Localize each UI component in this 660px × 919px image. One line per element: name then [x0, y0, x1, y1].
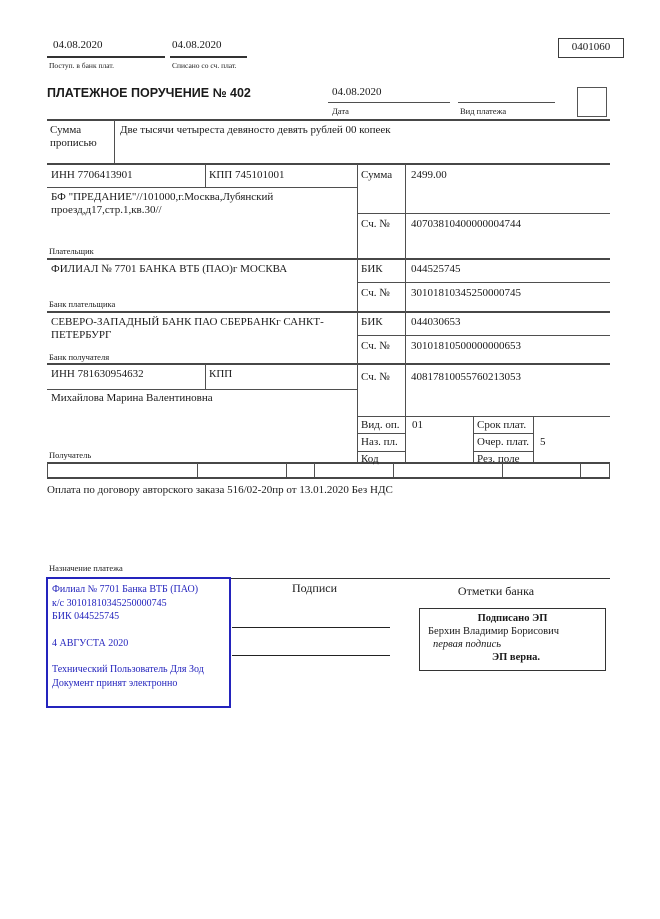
purpose-text: Оплата по договору авторского заказа 516/02-20пр от 13.01.2020 Без НДС — [47, 484, 393, 496]
table-line — [47, 187, 357, 188]
esign-title: Подписано ЭП — [477, 613, 548, 624]
debited-date: 04.08.2020 — [172, 39, 222, 51]
table-border-line — [47, 363, 610, 365]
bank-stamp — [46, 577, 231, 708]
extra-fields-cell-border — [286, 463, 287, 477]
table-line — [357, 282, 610, 283]
table-line — [473, 451, 533, 452]
doc-title: ПЛАТЕЖНОЕ ПОРУЧЕНИЕ № 402 — [47, 86, 251, 100]
received-date-label: Поступ. в банк плат. — [49, 61, 114, 70]
op-type-value: 01 — [412, 419, 423, 431]
extra-fields-cell-border — [609, 463, 610, 477]
payee-account-value: 40817810055760213053 — [411, 371, 521, 383]
received-date-underline — [47, 56, 165, 58]
payer-bank-name: ФИЛИАЛ № 7701 БАНКА ВТБ (ПАО)г МОСКВА — [51, 263, 288, 275]
payee-label: Получатель — [49, 450, 92, 460]
payer-bank-bik-label: БИК — [361, 263, 383, 275]
payee-account-label: Сч. № — [361, 371, 390, 383]
debited-date-label: Списано со сч. плат. — [172, 61, 237, 70]
payer-bank-label: Банк плательщика — [49, 299, 116, 309]
table-line — [357, 213, 610, 214]
amount-words-label: Сумма прописью — [50, 124, 97, 149]
payee-inn: ИНН 781630954632 — [51, 368, 144, 380]
payee-kpp-label: КПП — [209, 368, 233, 380]
payment-type-label: Вид платежа — [460, 106, 507, 116]
extra-fields-cell-border — [197, 463, 198, 477]
signatures-header: Подписи — [291, 581, 338, 595]
table-line — [533, 416, 534, 462]
table-line — [114, 120, 115, 163]
payee-bank-bik-value: 044030653 — [411, 316, 461, 328]
table-line — [47, 389, 357, 390]
payment-type-underline — [458, 102, 555, 103]
purpose-label: Назначение платежа — [49, 563, 123, 573]
stamp-line: Документ принят электронно — [52, 677, 178, 689]
payer-bank-account-value: 30101810345250000745 — [411, 287, 521, 299]
table-border-line — [47, 311, 610, 313]
extra-fields-cell-border — [580, 463, 581, 477]
form-code-box: 0401060 — [558, 38, 624, 58]
esign-box — [419, 608, 606, 671]
esign-valid: ЭП верна. — [492, 652, 541, 663]
op-type-label: Вид. оп. — [361, 419, 400, 431]
stamp-line: 4 АВГУСТА 2020 — [52, 637, 129, 649]
pay-term-label: Срок плат. — [477, 419, 527, 431]
doc-date: 04.08.2020 — [332, 86, 382, 98]
table-border-line — [47, 119, 610, 121]
table-line — [405, 164, 406, 462]
stamp-line: БИК 044525745 — [52, 611, 120, 622]
payer-name: БФ "ПРЕДАНИЕ"//101000,г.Москва,Лубянский проезд,д17,стр.1,кв.30// — [51, 191, 274, 216]
priority-value: 5 — [540, 436, 546, 448]
received-date: 04.08.2020 — [53, 39, 103, 51]
payer-account-value: 40703810400000004744 — [411, 218, 521, 230]
stamp-line: Филиал № 7701 Банка ВТБ (ПАО) — [52, 584, 199, 595]
table-line — [357, 335, 610, 336]
extra-fields-cell-border — [393, 463, 394, 477]
amount-words-value: Две тысячи четыреста девяносто девять рублей 00 копеек — [120, 124, 391, 136]
payer-account-label: Сч. № — [361, 218, 390, 230]
esign-name: Берхин Владимир Борисович — [428, 626, 559, 637]
bank-marks-header: Отметки банка — [457, 584, 535, 598]
sum-value: 2499.00 — [411, 169, 447, 181]
payee-bank-label: Банк получателя — [49, 352, 110, 362]
doc-date-underline — [328, 102, 450, 103]
table-border-line — [47, 477, 610, 479]
stamp-line: Технический Пользователь Для Зод — [52, 664, 204, 675]
table-border-line — [47, 163, 610, 165]
payee-bank-bik-label: БИК — [361, 316, 383, 328]
extra-fields-cell-border — [47, 463, 48, 477]
priority-label: Очер. плат. — [477, 436, 530, 448]
table-line — [357, 451, 405, 452]
pay-purpose-code-label: Наз. пл. — [361, 436, 398, 448]
table-line — [357, 416, 610, 417]
table-line — [357, 433, 405, 434]
payee-bank-account-value: 30101810500000000653 — [411, 340, 521, 352]
table-line — [205, 364, 206, 389]
reserve-label: Рез. поле — [477, 453, 520, 465]
payee-name: Михайлова Марина Валентиновна — [51, 392, 213, 404]
payer-kpp: КПП 745101001 — [209, 169, 285, 181]
signature-line — [232, 627, 390, 628]
payer-bank-account-label: Сч. № — [361, 287, 390, 299]
extra-fields-cell-border — [314, 463, 315, 477]
esign-subtitle: первая подпись — [433, 639, 502, 650]
payer-label: Плательщик — [49, 246, 94, 256]
table-line — [205, 164, 206, 187]
table-line — [473, 433, 533, 434]
stamp-line: к/с 30101810345250000745 — [52, 597, 167, 609]
payee-bank-account-label: Сч. № — [361, 340, 390, 352]
payer-bank-bik-value: 044525745 — [411, 263, 461, 275]
payee-bank-name: СЕВЕРО-ЗАПАДНЫЙ БАНК ПАО СБЕРБАНКг САНКТ-ПЕТЕРБУРГ — [51, 316, 324, 341]
debited-date-underline — [170, 56, 247, 58]
doc-date-label: Дата — [332, 106, 349, 116]
payer-inn: ИНН 7706413901 — [51, 169, 133, 181]
table-line — [473, 416, 474, 462]
table-border-line — [47, 258, 610, 260]
table-border-line — [47, 462, 610, 464]
sum-label: Сумма — [361, 169, 393, 181]
table-line — [357, 164, 358, 462]
code-label: Код — [361, 453, 379, 465]
payment-type-checkbox — [577, 87, 607, 117]
signature-line — [232, 655, 390, 656]
